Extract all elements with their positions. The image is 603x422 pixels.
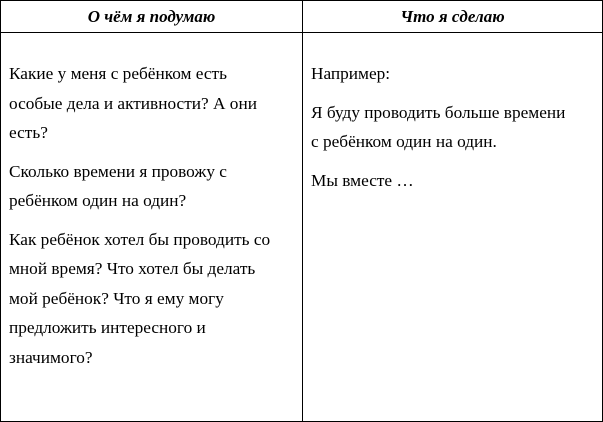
- example-plan: Я буду проводить больше времени с ребёнком один на один.: [311, 102, 566, 151]
- header-what-i-will-do: Что я сделаю: [400, 7, 505, 26]
- column-divider: [302, 1, 303, 421]
- example-label: Например:: [311, 64, 391, 83]
- question-special-activities: Какие у меня с ребёнком есть особые дела и активности? А они есть?: [9, 64, 257, 142]
- question-child-preferences: Как ребёнок хотел бы проводить со мной время? Что хотел бы делать мой ребёнок? Что я ему могу предложить интересного и значимого?: [9, 229, 271, 367]
- question-one-on-one-time: Сколько времени я провожу с ребёнком один на один?: [9, 161, 227, 210]
- right-column-cell: [311, 59, 596, 204]
- header-think-about: О чём я подумаю: [87, 7, 216, 26]
- example-together: Мы вместе …: [311, 170, 414, 190]
- left-column-cell: [9, 59, 301, 381]
